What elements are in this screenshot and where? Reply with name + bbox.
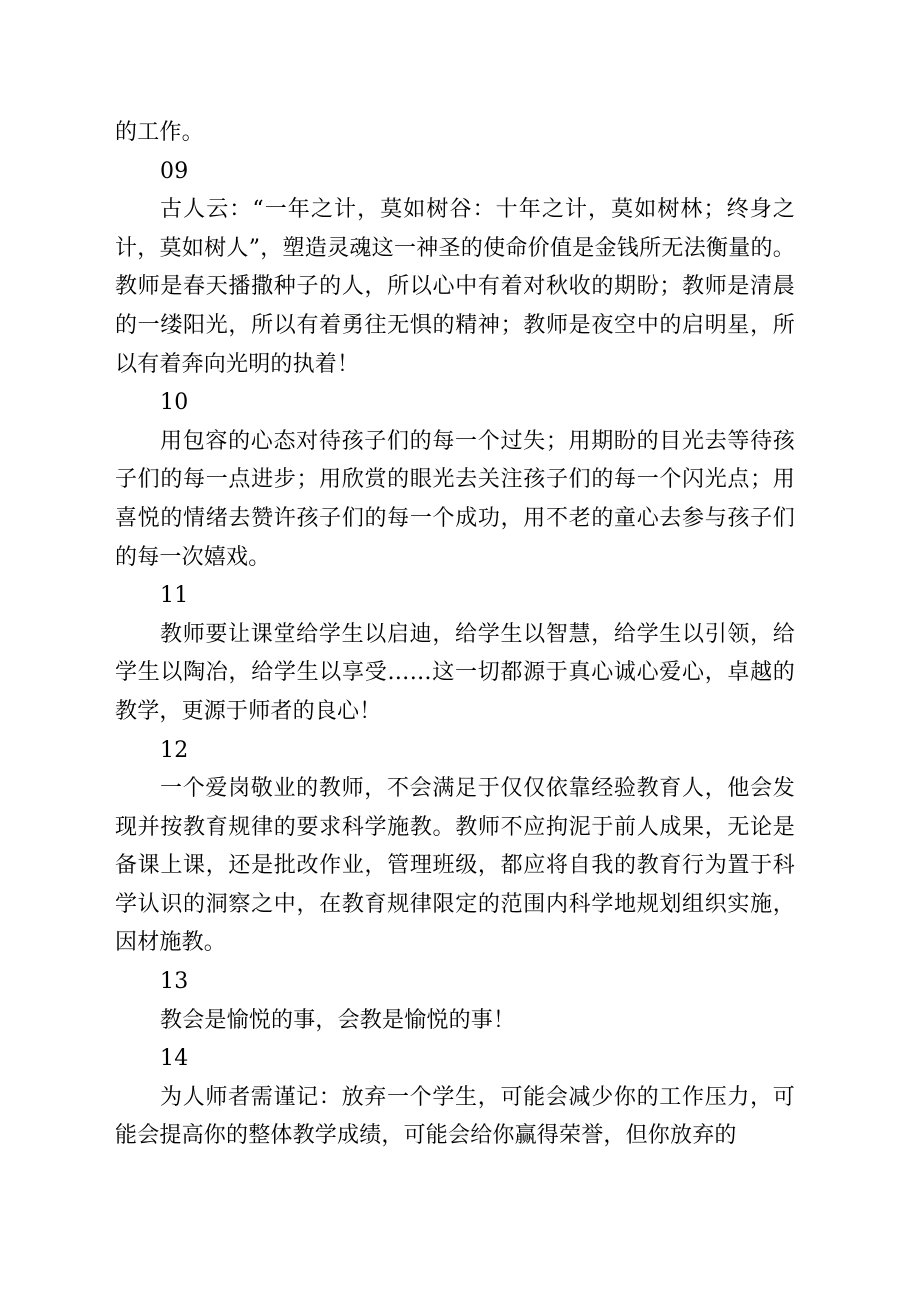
- item-number-09: 09: [160, 158, 189, 184]
- paragraph-14: 为人师者需谨记：放弃一个学生，可能会减少你的工作压力，可能会提高你的整体教学成绩，可能会给你赢得荣誉，但你放弃的: [115, 1084, 795, 1149]
- paragraph-10: 用包容的心态对待孩子们的每一个过失；用期盼的目光去等待孩子们的每一点进步；用欣赏的眼光去关注孩子们的每一个闪光点；用喜悦的情绪去赞许孩子们的每一个成功，用不老的童心去参与孩子们的每一次嬉戏。: [115, 428, 795, 570]
- document-body: [115, 114, 795, 1156]
- item-number-12: 12: [160, 737, 189, 763]
- paragraph-13: 教会是愉悦的事，会教是愉悦的事！: [160, 1007, 516, 1033]
- item-number-10: 10: [160, 390, 189, 416]
- item-number-11: 11: [160, 583, 189, 609]
- item-number-14: 14: [160, 1046, 189, 1072]
- paragraph-continuation: 的工作。: [115, 120, 204, 145]
- paragraph-09: 古人云：“一年之计，莫如树谷：十年之计，莫如树林；终身之计，莫如树人”，塑造灵魂这一神圣的使命价值是金钱所无法衡量的。教师是春天播撒种子的人，所以心中有着对秋收的期盼；教师是清晨的一缕阳光，所以有着勇往无惧的精神；教师是夜空中的启明星，所以有着奔向光明的执着！: [115, 197, 795, 377]
- paragraph-12: 一个爱岗敬业的教师，不会满足于仅仅依靠经验教育人，他会发现并按教育规律的要求科学施教。教师不应拘泥于前人成果，无论是备课上课，还是批改作业，管理班级，都应将自我的教育行为置于科学认识的洞察之中，在教育规律限定的范围内科学地规划组织实施，因材施教。: [115, 776, 795, 956]
- paragraph-11: 教师要让课堂给学生以启迪，给学生以智慧，给学生以引领，给学生以陶冶，给学生以享受……这一切都源于真心诚心爱心，卓越的教学，更源于师者的良心！: [115, 621, 795, 724]
- item-number-13: 13: [160, 969, 189, 995]
